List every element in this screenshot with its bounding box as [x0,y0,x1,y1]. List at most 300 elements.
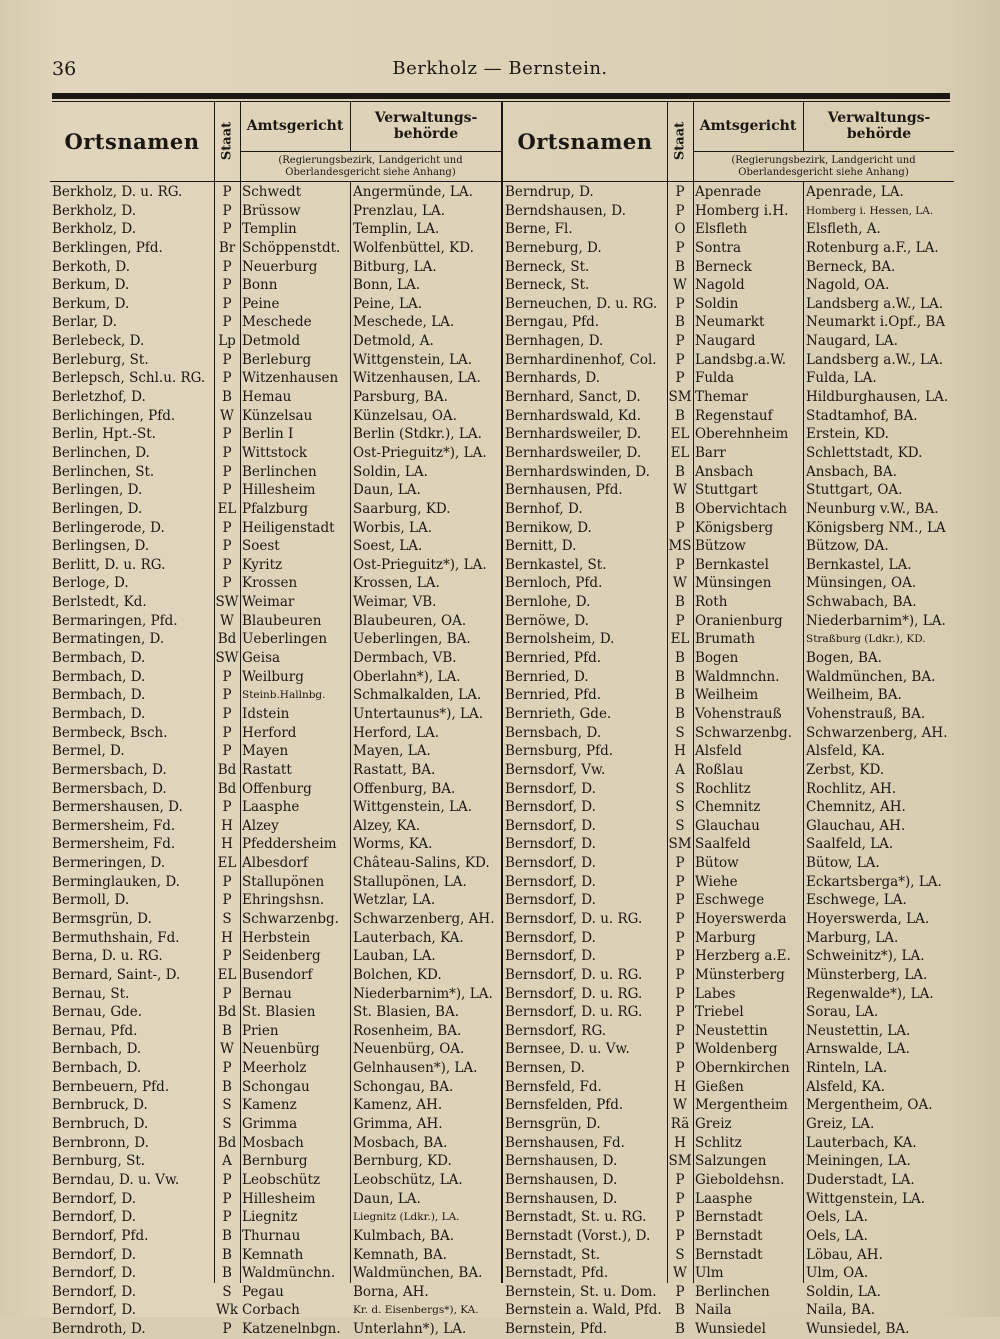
verwaltungsbehoerde-cell: Greiz, LA. [806,1116,875,1133]
amtsgericht-cell: Brüssow [242,202,301,219]
ortsname-cell: Bermbeck, Bsch. [52,724,168,741]
staat-cell: EL [670,444,690,461]
table-row [503,295,954,314]
ortsname-cell: Berlingen, D. [52,482,143,499]
ortsname-cell: Bermuthshain, Fd. [52,929,180,946]
table-row [50,1134,501,1153]
table-row [503,1246,954,1265]
table-row [503,910,954,929]
amtsgericht-cell: Witzenhausen [242,370,339,387]
amtsgericht-cell: Labes [695,985,736,1002]
staat-cell: EL [670,631,690,648]
ortsname-cell: Berlingerode, D. [52,519,165,536]
staat-cell: EL [217,500,237,517]
table-row [503,556,954,575]
ortsname-cell: Bermbach, D. [52,668,146,685]
amtsgericht-cell: Ansbach [695,463,754,480]
ortsname-cell: Berlichingen, Pfd. [52,407,176,424]
staat-cell: Wk [215,1302,239,1319]
table-row [503,444,954,463]
amtsgericht-cell: Oberehnheim [695,426,789,443]
verwaltungsbehoerde-cell: Bogen, BA. [806,650,882,667]
verwaltungsbehoerde-cell: Ost-Prieguitz*), LA. [353,556,487,573]
table-row [503,1059,954,1078]
amtsgericht-cell: Wittstock [242,444,308,461]
ortsname-cell: Berneck, St. [505,277,590,294]
amtsgericht-cell: Naugard [695,333,756,350]
ortsname-cell: Bernstadt, Pfd. [505,1265,609,1282]
amtsgericht-cell: Bernburg [242,1153,308,1170]
amtsgericht-cell: Prien [242,1022,279,1039]
staat-cell: Bd [217,780,237,797]
amtsgericht-cell: Albesdorf [242,855,308,872]
verwaltungsbehoerde-cell: Neumarkt i.Opf., BA [806,314,946,331]
verwaltungsbehoerde-cell: Naugard, LA. [806,333,898,350]
ortsname-cell: Berndshausen, D. [505,202,626,219]
ortsname-cell: Bernsdorf, D. u. RG. [505,966,643,983]
verwaltungsbehoerde-cell: Nagold, OA. [806,277,890,294]
amtsgericht-cell: Rochlitz [695,780,751,797]
staat-cell: B [222,1246,232,1263]
amtsgericht-cell: Münsingen [695,575,772,592]
staat-cell: Bd [217,1134,237,1151]
ortsname-cell: Bermersbach, D. [52,761,167,778]
table-row [50,780,501,799]
verwaltungsbehoerde-cell: Wunsiedel, BA. [806,1321,910,1338]
staat-cell: P [222,351,232,368]
amtsgericht-cell: Gießen [695,1078,744,1095]
amtsgericht-cell: Oranienburg [695,612,783,629]
table-row [50,705,501,724]
verwaltungsbehoerde-cell: Kr. d. Eisenbergs*), KA. [353,1304,479,1317]
amtsgericht-cell: Königsberg [695,519,774,536]
table-row [503,407,954,426]
verwaltungsbehoerde-cell: Ulm, OA. [806,1265,869,1282]
staat-cell: P [222,426,232,443]
staat-cell: P [222,370,232,387]
ortsname-cell: Bernbeuern, Pfd. [52,1078,170,1095]
amtsgericht-cell: Berleburg [242,351,312,368]
verwaltungsbehoerde-cell: Leobschütz, LA. [353,1171,463,1188]
staat-cell: P [675,873,685,890]
table-row [503,817,954,836]
ortsname-cell: Bernstadt, St. [505,1246,601,1263]
staat-cell: EL [217,855,237,872]
verwaltungsbehoerde-cell: Rochlitz, AH. [806,780,897,797]
verwaltungsbehoerde-cell: Detmold, A. [353,333,434,350]
staat-cell: P [222,724,232,741]
staat-cell: S [222,910,232,927]
amtsgericht-cell: Weimar [242,594,295,611]
amtsgericht-cell: Greiz [695,1116,732,1133]
staat-cell: P [675,948,685,965]
verwaltungsbehoerde-cell: Erstein, KD. [806,426,889,443]
verwaltungsbehoerde-cell: Unterlahn*), LA. [353,1321,467,1338]
verwaltungsbehoerde-cell: Schlettstadt, KD. [806,444,923,461]
ortsname-cell: Bernitt, D. [505,538,577,555]
running-head: Berkholz — Bernstein. [392,58,608,79]
verwaltungsbehoerde-cell: Stallupönen, LA. [353,873,467,890]
amtsgericht-cell: Pfeddersheim [242,836,337,853]
ortsname-cell: Berneburg, D. [505,239,602,256]
table-row [503,1283,954,1302]
staat-cell: P [675,985,685,1002]
amtsgericht-cell: Schwarzenbg. [242,910,339,927]
verwaltungsbehoerde-cell: Saarburg, KD. [353,500,451,517]
ortsname-cell: Bernstein a. Wald, Pfd. [505,1302,662,1319]
ortsname-cell: Berndorf, D. [52,1190,137,1207]
table-row [50,295,501,314]
ortsname-cell: Bernau, Gde. [52,1004,143,1021]
amtsgericht-cell: Grimma [242,1116,298,1133]
ortsname-cell: Bernsdorf, D. u. RG. [505,910,643,927]
staat-cell: B [675,687,685,704]
table-row [503,369,954,388]
staat-cell: A [675,761,685,778]
verwaltungsbehoerde-cell: Ansbach, BA. [806,463,897,480]
ortsname-cell: Bernburg, St. [52,1153,146,1170]
amtsgericht-cell: Wunsiedel [695,1321,766,1338]
staat-cell: Br [218,239,236,256]
table-row [503,463,954,482]
ortsname-cell: Berndau, D. u. Vw. [52,1171,180,1188]
table-row [50,351,501,370]
page-number: 36 [52,58,77,80]
staat-cell: P [675,184,685,200]
ortsname-cell: Berletzhof, D. [52,389,146,406]
table-row [50,1171,501,1190]
amtsgericht-cell: Pfalzburg [242,500,308,517]
ortsname-cell: Bernhards, D. [505,370,601,387]
amtsgericht-cell: Regenstauf [695,407,773,424]
verwaltungsbehoerde-cell: Rinteln, LA. [806,1060,888,1077]
table-row [503,1040,954,1059]
ortsname-cell: Bernsen, D. [505,1060,585,1077]
verwaltungsbehoerde-cell: Prenzlau, LA. [353,202,445,219]
table-row [50,947,501,966]
amtsgericht-cell: Glauchau [695,817,760,834]
verwaltungsbehoerde-cell: Rotenburg a.F., LA. [806,239,939,256]
staat-cell: P [675,1209,685,1226]
table-row [50,1096,501,1115]
table-row [503,1096,954,1115]
table-row [50,1283,501,1302]
verwaltungsbehoerde-cell: Weimar, VB. [353,594,437,611]
amtsgericht-cell: Herford [242,724,297,741]
ortsname-cell: Bermersbach, D. [52,780,167,797]
ortsname-cell: Berkoth, D. [52,258,131,275]
ortsname-cell: Berloge, D. [52,575,129,592]
header-staat: Staat [672,121,688,161]
amtsgericht-cell: Mosbach [242,1134,304,1151]
staat-cell: W [673,482,687,499]
staat-cell: Bd [217,761,237,778]
verwaltungsbehoerde-cell: Münsterberg, LA. [806,966,928,983]
verwaltungsbehoerde-cell: Elsfleth, A. [806,221,881,238]
verwaltungsbehoerde-cell: Stuttgart, OA. [806,482,903,499]
amtsgericht-cell: Fulda [695,370,735,387]
ortsname-cell: Bernbronn, D. [52,1134,149,1151]
amtsgericht-cell: Nagold [695,277,745,294]
verwaltungsbehoerde-cell: Homberg i. Hessen, LA. [806,204,934,217]
amtsgericht-cell: Landsbg.a.W. [695,351,786,368]
verwaltungsbehoerde-cell: Templin, LA. [353,221,440,238]
amtsgericht-cell: Woldenberg [695,1041,778,1058]
ortsname-cell: Bernsdorf, D. [505,873,596,890]
ortsname-cell: Bernau, St. [52,985,130,1002]
verwaltungsbehoerde-cell: Bernkastel, LA. [806,556,912,573]
table-row [503,500,954,519]
verwaltungsbehoerde-cell: Hoyerswerda, LA. [806,910,930,927]
table-row [50,1078,501,1097]
table-row [50,1152,501,1171]
amtsgericht-cell: Pegau [242,1283,284,1300]
amtsgericht-cell: Peine [242,295,280,312]
staat-cell: W [673,575,687,592]
staat-cell: P [222,221,232,238]
verwaltungsbehoerde-cell: Alsfeld, KA. [806,1078,886,1095]
staat-cell: W [220,612,234,629]
staat-cell: P [222,948,232,965]
staat-cell: S [675,799,685,816]
ortsname-cell: Bernshausen, D. [505,1190,618,1207]
table-row [503,351,954,370]
verwaltungsbehoerde-cell: Apenrade, LA. [806,184,904,200]
table-header [50,101,501,182]
amtsgericht-cell: Hillesheim [242,482,316,499]
table-row [50,649,501,668]
verwaltungsbehoerde-cell: Lauterbach, KA. [353,929,464,946]
header-staat-cell [667,101,694,181]
ortsname-cell: Bernsdorf, D. [505,780,596,797]
amtsgericht-cell: Gieboldehsn. [695,1171,785,1188]
staat-cell: P [675,1283,685,1300]
amtsgericht-cell: Soldin [695,295,739,312]
table-row [50,1301,501,1320]
verwaltungsbehoerde-cell: Arnswalde, LA. [806,1041,910,1058]
table-row [503,1190,954,1209]
ortsname-cell: Berlin, Hpt.-St. [52,426,156,443]
ortsname-cell: Berkum, D. [52,277,130,294]
verwaltungsbehoerde-cell: Herford, LA. [353,724,440,741]
amtsgericht-cell: Bernau [242,985,292,1002]
verwaltungsbehoerde-cell: Königsberg NM., LA [806,519,946,536]
amtsgericht-cell: Heiligenstadt [242,519,335,536]
table-row [503,1171,954,1190]
header-note: (Regierungsbezirk, Landgericht und Oberlandesgericht siehe Anhang) [693,151,954,181]
staat-cell: B [222,1227,232,1244]
table-row [503,1208,954,1227]
staat-cell: P [222,575,232,592]
ortsname-cell: Berlebeck, D. [52,333,145,350]
verwaltungsbehoerde-cell: Wittgenstein, LA. [353,351,473,368]
verwaltungsbehoerde-cell: Neuenbürg, OA. [353,1041,465,1058]
table-row [503,798,954,817]
ortsname-cell: Bernsdorf, D. [505,929,596,946]
staat-cell: SM [668,1153,692,1170]
ortsname-cell: Bernbach, D. [52,1041,142,1058]
staat-cell: S [222,1283,232,1300]
verwaltungsbehoerde-cell: Grimma, AH. [353,1116,443,1133]
staat-cell: P [675,1060,685,1077]
table-row [50,686,501,705]
ortsname-cell: Bermbach, D. [52,650,146,667]
table-row [503,649,954,668]
table-row [50,1227,501,1246]
verwaltungsbehoerde-cell: Gelnhausen*), LA. [353,1060,478,1077]
ortsname-cell: Bermbach, D. [52,687,146,704]
ortsname-cell: Bermaringen, Pfd. [52,612,178,629]
amtsgericht-cell: Kamenz [242,1097,297,1114]
verwaltungsbehoerde-cell: Zerbst, KD. [806,761,885,778]
staat-cell: P [222,705,232,722]
verwaltungsbehoerde-cell: Sorau, LA. [806,1004,879,1021]
verwaltungsbehoerde-cell: Chemnitz, AH. [806,799,906,816]
ortsname-cell: Bermersheim, Fd. [52,836,176,853]
staat-cell: P [675,892,685,909]
table-row [503,1022,954,1041]
verwaltungsbehoerde-cell: Krossen, LA. [353,575,440,592]
amtsgericht-cell: Alsfeld [695,743,742,760]
table-row [503,1301,954,1320]
table-row [50,910,501,929]
verwaltungsbehoerde-cell: Eschwege, LA. [806,892,907,909]
ortsname-cell: Bernard, Saint-, D. [52,966,181,983]
staat-cell: P [675,1004,685,1021]
ortsname-cell: Bernstadt (Vorst.), D. [505,1227,651,1244]
staat-cell: P [675,612,685,629]
staat-cell: SM [668,836,692,853]
verwaltungsbehoerde-cell: Kemnath, BA. [353,1246,447,1263]
ortsname-cell: Bernsgrün, D. [505,1116,601,1133]
table-row [50,1190,501,1209]
table-row [503,481,954,500]
amtsgericht-cell: Schwarzenbg. [695,724,792,741]
table-row [50,593,501,612]
staat-cell: W [673,277,687,294]
amtsgericht-cell: Hillesheim [242,1190,316,1207]
table-row [503,183,954,202]
table-row [503,742,954,761]
staat-cell: P [675,1227,685,1244]
verwaltungsbehoerde-cell: Fulda, LA. [806,370,877,387]
ortsname-cell: Bernsdorf, D. [505,855,596,872]
right-table-body [503,183,954,1339]
verwaltungsbehoerde-cell: Löbau, AH. [806,1246,883,1263]
staat-cell: B [675,463,685,480]
table-row [50,332,501,351]
verwaltungsbehoerde-cell: Untertaunus*), LA. [353,705,484,722]
verwaltungsbehoerde-cell: Dermbach, VB. [353,650,457,667]
table-row [50,761,501,780]
table-row [50,407,501,426]
table-row [503,519,954,538]
verwaltungsbehoerde-cell: Blaubeuren, OA. [353,612,467,629]
staat-cell: P [222,985,232,1002]
amtsgericht-cell: Berlinchen [242,463,317,480]
verwaltungsbehoerde-cell: Glauchau, AH. [806,817,906,834]
amtsgericht-cell: Neuerburg [242,258,318,275]
table-row [503,1115,954,1134]
staat-cell: H [674,1078,686,1095]
table-row [50,481,501,500]
table-row [50,388,501,407]
table-row [50,1264,501,1283]
table-row [503,593,954,612]
verwaltungsbehoerde-cell: Daun, LA. [353,1190,421,1207]
table-row [503,1227,954,1246]
table-row [50,724,501,743]
table-row [50,1320,501,1339]
table-row [503,947,954,966]
verwaltungsbehoerde-cell: Wetzlar, LA. [353,892,436,909]
amtsgericht-cell: Schlitz [695,1134,742,1151]
amtsgericht-cell: Ueberlingen [242,631,328,648]
table-row [503,612,954,631]
staat-cell: H [221,836,233,853]
amtsgericht-cell: Apenrade [695,184,762,200]
right-column-block [501,101,954,1338]
amtsgericht-cell: Kemnath [242,1246,304,1263]
ortsname-cell: Bernsfelden, Pfd. [505,1097,624,1114]
staat-cell: P [222,463,232,480]
amtsgericht-cell: Detmold [242,333,301,350]
verwaltungsbehoerde-cell: Schongau, BA. [353,1078,454,1095]
staat-cell: Rä [670,1116,690,1133]
amtsgericht-cell: St. Blasien [242,1004,316,1021]
amtsgericht-cell: Bogen [695,650,739,667]
table-row [50,556,501,575]
amtsgericht-cell: Eschwege [695,892,765,909]
ortsname-cell: Bernhardswald, Kd. [505,407,641,424]
ortsname-cell: Bernsdorf, D. [505,892,596,909]
amtsgericht-cell: Salzungen [695,1153,767,1170]
ortsname-cell: Bernbruck, D. [52,1097,148,1114]
table-row [503,220,954,239]
staat-cell: H [674,1134,686,1151]
ortsname-cell: Bernbruch, D. [52,1116,149,1133]
table-row [503,668,954,687]
staat-cell: H [221,817,233,834]
verwaltungsbehoerde-cell: Marburg, LA. [806,929,899,946]
ortsname-cell: Bernsdorf, D. [505,948,596,965]
staat-cell: S [675,817,685,834]
ortsname-cell: Bernstein, Pfd. [505,1321,608,1338]
staat-cell: P [675,239,685,256]
header-note: (Regierungsbezirk, Landgericht und Oberlandesgericht siehe Anhang) [240,151,501,181]
staat-cell: S [675,1246,685,1263]
amtsgericht-cell: Elsfleth [695,221,748,238]
amtsgericht-cell: Stuttgart [695,482,758,499]
staat-cell: Lp [218,333,236,350]
table-row [50,798,501,817]
ortsname-cell: Berminglauken, D. [52,873,180,890]
staat-cell: P [222,687,232,704]
table-row [50,966,501,985]
table-row [503,929,954,948]
table-row [50,1022,501,1041]
verwaltungsbehoerde-cell: Bütow, LA. [806,855,880,872]
amtsgericht-cell: Meerholz [242,1060,307,1077]
verwaltungsbehoerde-cell: Offenburg, BA. [353,780,456,797]
ortsname-cell: Bernsee, D. u. Vw. [505,1041,630,1058]
ortsname-cell: Bernolsheim, D. [505,631,615,648]
ortsname-cell: Bernlohe, D. [505,594,591,611]
verwaltungsbehoerde-cell: Berlin (Stdkr.), LA. [353,426,482,443]
staat-cell: B [222,389,232,406]
table-row [503,835,954,854]
staat-cell: P [675,351,685,368]
